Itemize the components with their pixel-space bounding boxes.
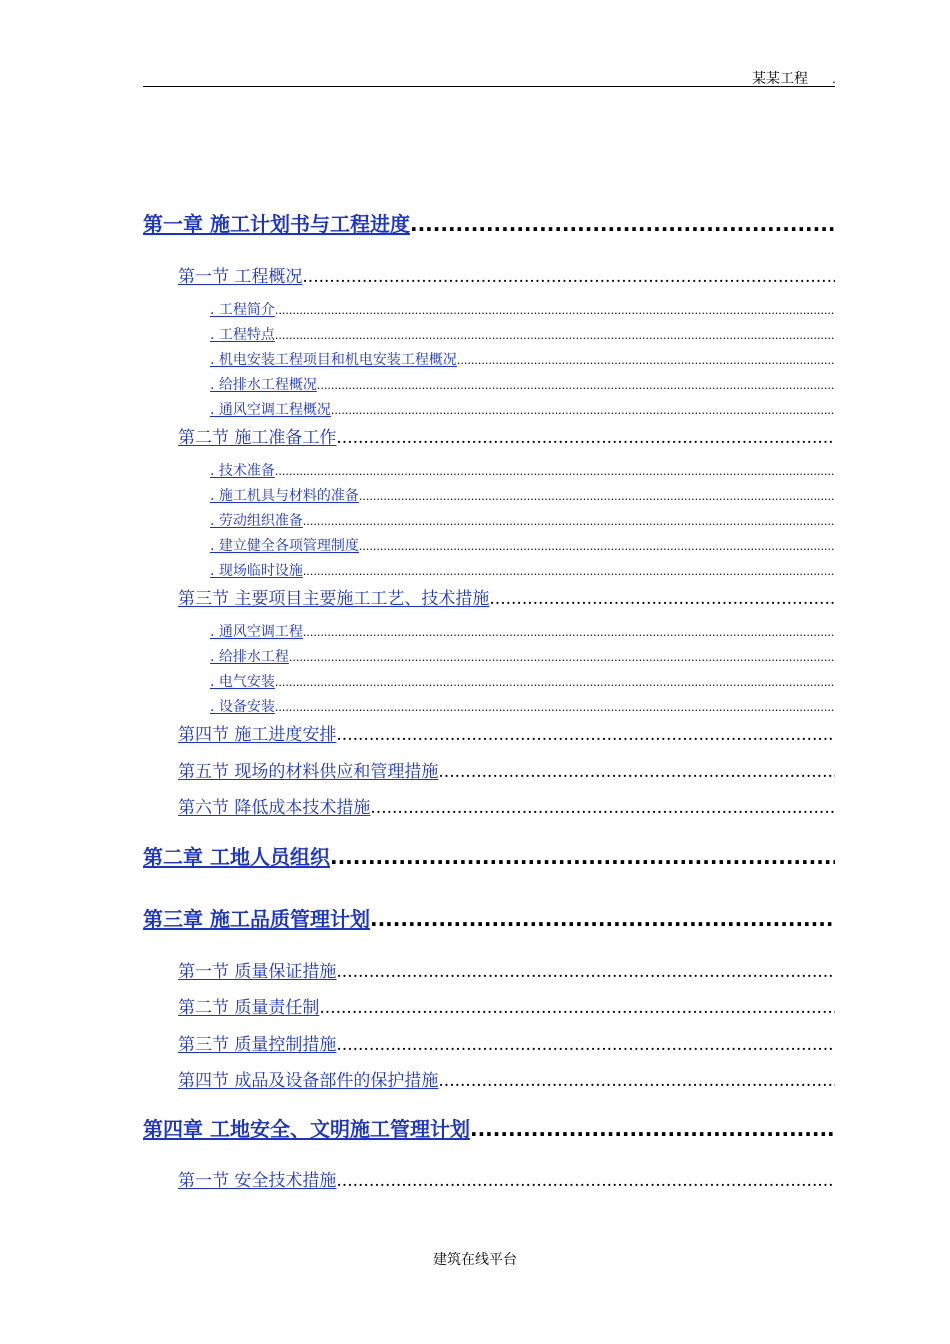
- toc-item-label[interactable]: . 建立健全各项管理制度: [210, 538, 359, 554]
- toc-leader: [275, 329, 835, 342]
- toc-section-label[interactable]: 第四节 成品及设备部件的保护措施: [178, 1071, 439, 1091]
- toc-section-3-2[interactable]: [178, 993, 835, 1018]
- toc-leader: [289, 651, 835, 664]
- toc-section-1-3[interactable]: [178, 584, 835, 609]
- toc-section-4-1[interactable]: [178, 1166, 835, 1191]
- toc-leader: [336, 962, 835, 982]
- toc-item-1-1-2[interactable]: [210, 324, 835, 344]
- toc-section-1-4[interactable]: [178, 720, 835, 745]
- toc-leader: [303, 515, 835, 528]
- toc-item-1-1-5[interactable]: [210, 399, 835, 419]
- toc-item-label[interactable]: . 施工机具与材料的准备: [210, 488, 359, 504]
- toc-chapter-1-label[interactable]: 第一章 施工计划书与工程进度: [143, 212, 410, 236]
- toc-section-label[interactable]: 第四节 施工进度安排: [178, 725, 337, 745]
- toc-section-3-3[interactable]: [178, 1030, 835, 1055]
- toc-item-1-3-2[interactable]: [210, 646, 835, 666]
- toc-item-label[interactable]: . 技术准备: [210, 463, 275, 479]
- toc-section-3-1[interactable]: [178, 957, 835, 982]
- header-rule: [143, 86, 835, 87]
- toc-leader: [470, 1117, 835, 1141]
- toc-item-1-1-4[interactable]: [210, 374, 835, 394]
- toc-section-label[interactable]: 第三节 质量控制措施: [178, 1035, 337, 1055]
- toc-chapter-2[interactable]: [143, 841, 835, 870]
- toc-leader: [331, 404, 835, 417]
- toc-chapter-3[interactable]: [143, 903, 835, 932]
- toc-leader: [303, 626, 835, 639]
- toc-section-label[interactable]: 第六节 降低成本技术措施: [178, 798, 371, 818]
- footer-text: 建筑在线平台: [433, 1252, 517, 1268]
- toc-leader: [336, 1171, 835, 1191]
- toc-item-label[interactable]: . 机电安装工程项目和机电安装工程概况: [210, 352, 457, 368]
- toc-section-1-1[interactable]: [178, 262, 835, 287]
- toc-section-1-5[interactable]: [178, 757, 835, 782]
- toc-item-label[interactable]: . 通风空调工程概况: [210, 402, 331, 418]
- toc-chapter-4[interactable]: [143, 1113, 835, 1142]
- header-dot: .: [832, 72, 836, 86]
- toc-leader: [359, 490, 835, 503]
- toc-section-label[interactable]: 第一节 安全技术措施: [178, 1171, 337, 1191]
- toc-leader: [275, 304, 835, 317]
- toc-section-1-2[interactable]: [178, 423, 835, 448]
- toc-chapter-4-label[interactable]: 第四章 工地安全、文明施工管理计划: [143, 1117, 470, 1141]
- toc-leader: [302, 267, 835, 287]
- toc-section-label[interactable]: 第二节 质量责任制: [178, 998, 320, 1018]
- toc-section-3-4[interactable]: [178, 1066, 835, 1091]
- toc-section-label[interactable]: 第二节 施工准备工作: [178, 428, 337, 448]
- header-title: 某某工程: [752, 71, 808, 87]
- toc-chapter-3-label[interactable]: 第三章 施工品质管理计划: [143, 907, 370, 931]
- toc-leader: [317, 379, 835, 392]
- toc-leader: [275, 465, 835, 478]
- toc-leader: [330, 845, 835, 869]
- toc-leader: [336, 428, 835, 448]
- toc-item-1-3-1[interactable]: [210, 621, 835, 641]
- toc-item-label[interactable]: . 给排水工程: [210, 649, 289, 665]
- toc-item-1-2-1[interactable]: [210, 460, 835, 480]
- toc-item-label[interactable]: . 现场临时设施: [210, 563, 303, 579]
- toc-item-1-1-3[interactable]: [210, 349, 835, 369]
- toc-item-label[interactable]: . 劳动组织准备: [210, 513, 303, 529]
- toc-item-1-1-1[interactable]: [210, 299, 835, 319]
- toc-chapter-2-label[interactable]: 第二章 工地人员组织: [143, 845, 330, 869]
- toc-item-1-3-3[interactable]: [210, 671, 835, 691]
- toc-item-label[interactable]: . 工程简介: [210, 302, 275, 318]
- toc-section-label[interactable]: 第三节 主要项目主要施工工艺、技术措施: [178, 589, 490, 609]
- toc-leader: [489, 589, 835, 609]
- toc-leader: [275, 701, 835, 714]
- toc-item-1-2-5[interactable]: [210, 560, 835, 580]
- toc-item-label[interactable]: . 电气安装: [210, 674, 275, 690]
- toc-item-1-3-4[interactable]: [210, 696, 835, 716]
- toc-leader: [275, 676, 835, 689]
- toc-leader: [370, 798, 835, 818]
- toc-section-label[interactable]: 第五节 现场的材料供应和管理措施: [178, 762, 439, 782]
- toc-leader: [303, 565, 835, 578]
- toc-chapter-1[interactable]: [143, 208, 835, 237]
- toc-leader: [319, 998, 835, 1018]
- toc-item-label[interactable]: . 给排水工程概况: [210, 377, 317, 393]
- toc-section-label[interactable]: 第一节 质量保证措施: [178, 962, 337, 982]
- toc-leader: [359, 540, 835, 553]
- toc-section-label[interactable]: 第一节 工程概况: [178, 267, 303, 287]
- toc-item-1-2-2[interactable]: [210, 485, 835, 505]
- toc-leader: [336, 725, 835, 745]
- toc-item-1-2-3[interactable]: [210, 510, 835, 530]
- toc-item-label[interactable]: . 设备安装: [210, 699, 275, 715]
- toc-leader: [438, 762, 835, 782]
- toc-item-label[interactable]: . 通风空调工程: [210, 624, 303, 640]
- toc-item-1-2-4[interactable]: [210, 535, 835, 555]
- toc-item-label[interactable]: . 工程特点: [210, 327, 275, 343]
- toc-leader: [457, 354, 835, 367]
- toc-leader: [438, 1071, 835, 1091]
- toc-section-1-6[interactable]: [178, 793, 835, 818]
- toc-leader: [410, 212, 835, 236]
- toc-leader: [336, 1035, 835, 1055]
- toc-leader: [370, 907, 835, 931]
